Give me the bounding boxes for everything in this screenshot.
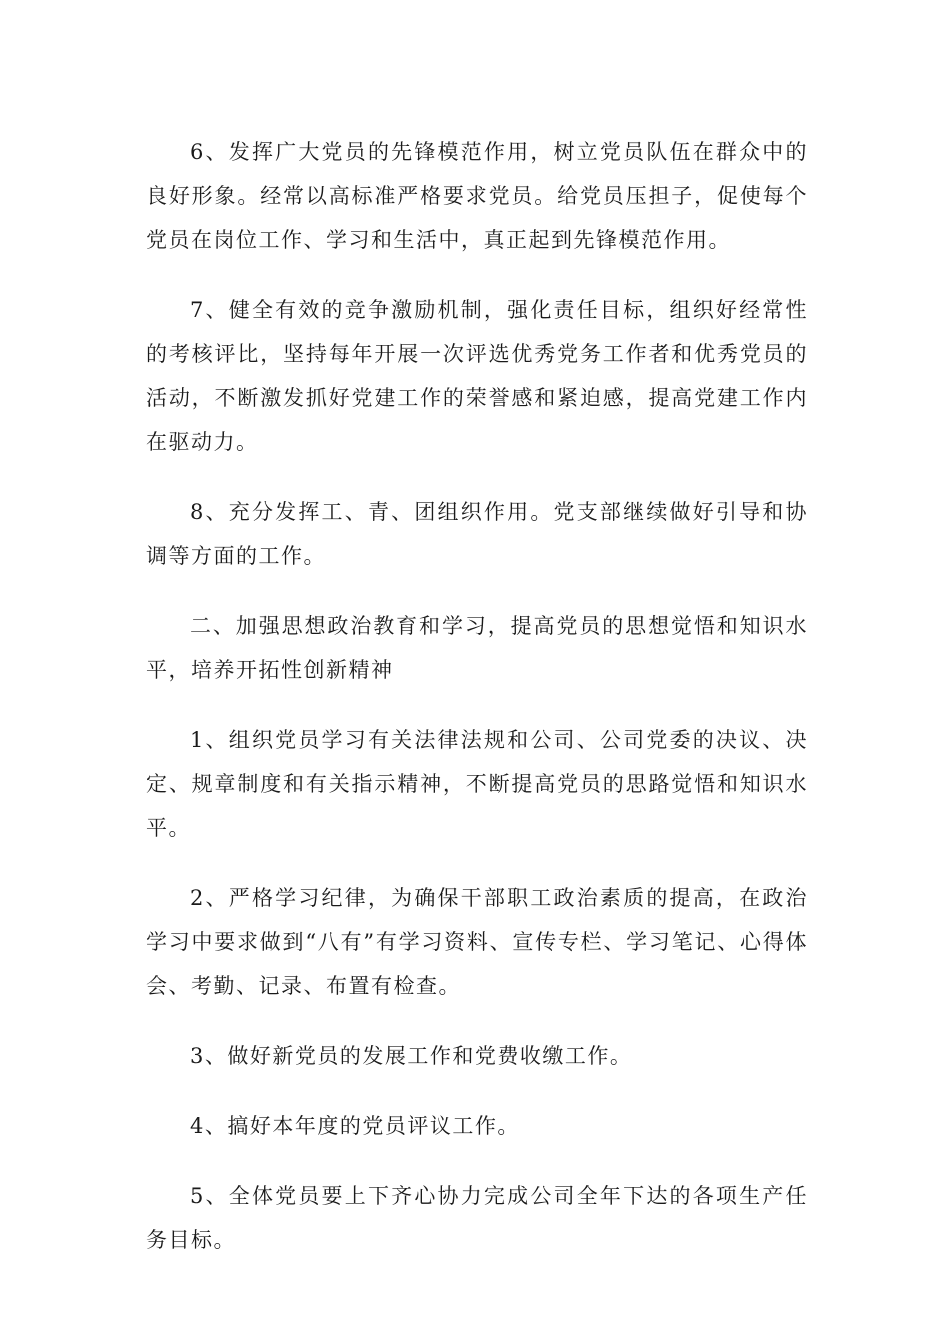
section-heading-two: 二、加强思想政治教育和学习，提高党员的思想觉悟和知识水平，培养开拓性创新精神 — [146, 614, 808, 682]
document-body — [146, 130, 808, 1288]
paragraph-item-4-evaluation: 4、搞好本年度的党员评议工作。 — [190, 1114, 520, 1138]
paragraph-item-5-targets: 5、全体党员要上下齐心协力完成公司全年下达的各项生产任务目标。 — [146, 1184, 808, 1252]
paragraph-item-8-organizations: 8、充分发挥工、青、团组织作用。党支部继续做好引导和协调等方面的工作。 — [146, 500, 808, 568]
paragraph-item-1-study: 1、组织党员学习有关法律法规和公司、公司党委的决议、决定、规章制度和有关指示精神，不断提高党员的思路觉悟和知识水平。 — [146, 728, 808, 840]
paragraph-item-7-incentive: 7、健全有效的竞争激励机制，强化责任目标，组织好经常性的考核评比，坚持每年开展一次评选优秀党务工作者和优秀党员的活动，不断激发抓好党建工作的荣誉感和紧迫感，提高党建工作内在驱动力。 — [146, 298, 808, 454]
paragraph-item-2-discipline: 2、严格学习纪律，为确保干部职工政治素质的提高，在政治学习中要求做到“八有”有学习资料、宣传专栏、学习笔记、心得体会、考勤、记录、布置有检查。 — [146, 886, 808, 998]
paragraph-item-6-vanguard: 6、发挥广大党员的先锋模范作用，树立党员队伍在群众中的良好形象。经常以高标准严格要求党员。给党员压担子，促使每个党员在岗位工作、学习和生活中，真正起到先锋模范作用。 — [146, 140, 808, 252]
paragraph-item-3-new-members: 3、做好新党员的发展工作和党费收缴工作。 — [190, 1044, 633, 1068]
